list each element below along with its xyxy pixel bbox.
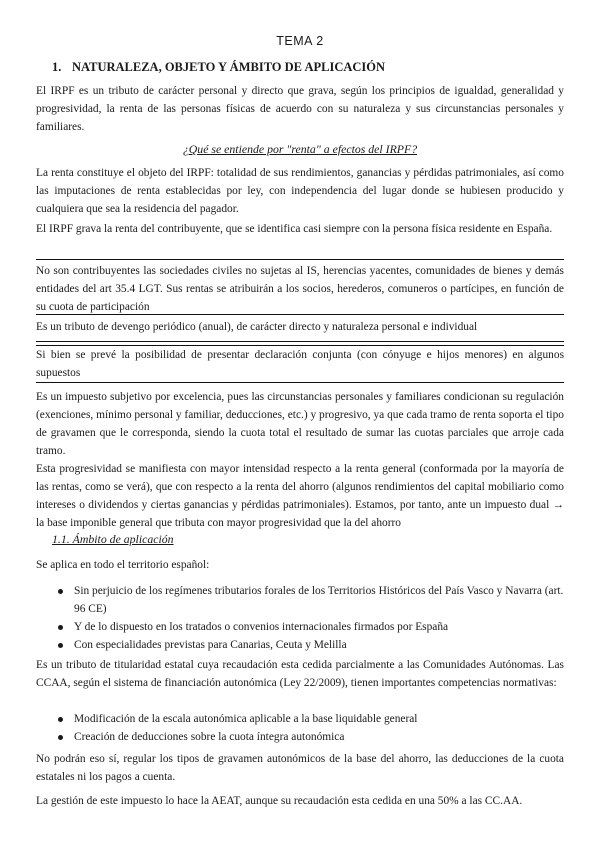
list-item [36, 710, 564, 728]
section-heading [52, 60, 385, 75]
divider [36, 382, 564, 383]
section-heading-text: NATURALEZA, OBJETO Y ÁMBITO DE APLICACIÓN [72, 60, 386, 74]
question-heading: ¿Qué se entiende por "renta" a efectos del IRPF? [182, 142, 418, 156]
divider [36, 259, 564, 260]
progresividad-paragraph: Esta progresividad se manifiesta con mayor intensidad respecto a la renta general (conformada por la mayoría de las rentas, como se verá), que con respecto a la renta del ahorro (algunos rendimientos del capital mobiliario como intereses o dividendos y ciertas ganancias y pérdidas patrimoniales). Estamos, por tanto, ante un impuesto dual → la base imponible general que tributa con mayor progresividad que la del ahorro [36, 463, 564, 529]
list-item-text: Y de lo dispuesto en los tratados o convenios internacionales firmados por España [74, 621, 449, 633]
renta-definition-paragraph: La renta constituye el objeto del IRPF: totalidad de sus rendimientos, ganancias y pérdidas patrimoniales, así como las imputaciones de renta establecidas por ley, con independencia del lugar donde se hubiesen producido y cualquiera que sea la residencia del pagador. [36, 167, 564, 215]
scope-intro: Se aplica en todo el territorio español: [36, 559, 210, 571]
list-item [36, 636, 564, 654]
bullet-icon [58, 735, 63, 740]
ccaa-list [36, 710, 564, 746]
bullet-icon [58, 625, 63, 630]
list-item-text: Con especialidades previstas para Canarias, Ceuta y Melilla [74, 639, 347, 651]
scope-list [36, 582, 564, 654]
boxed-devengo: Es un tributo de devengo periódico (anual), de carácter directo y naturaleza personal e individual [36, 321, 478, 333]
bullet-icon [58, 589, 63, 594]
section-number: 1. [52, 60, 62, 74]
subjetivo-paragraph: Es un impuesto subjetivo por excelencia, pues las circunstancias personales y familiares condicionan su regulación (exenciones, mínimo personal y familiar, deducciones, etc.) y progresivo, ya que cada tramo de renta soporta el tipo de gravamen que le corresponda, siendo la cuota total el resultado de sumar las cuotas parciales que arroje cada tramo. [36, 391, 564, 457]
list-item-text: Sin perjuicio de los regímenes tributarios forales de los Territorios Históricos del País Vasco y Navarra (art. 96 CE) [74, 585, 564, 615]
list-item [36, 618, 564, 636]
list-item [36, 728, 564, 746]
divider [36, 314, 564, 315]
intro-paragraph: El IRPF es un tributo de carácter personal y directo que grava, según los principios de igualdad, generalidad y progresividad, la renta de las personas físicas de acuerdo con su naturaleza y sus circunstancias personales y familiares. [36, 85, 564, 133]
divider [36, 341, 564, 342]
list-item-text: Creación de deducciones sobre la cuota íntegra autonómica [74, 731, 345, 743]
limits-paragraph: No podrán eso sí, regular los tipos de gravamen autonómicos de la base del ahorro, las deducciones de la cuota estatales ni los pagos a cuenta. [36, 753, 564, 783]
residente-paragraph: El IRPF grava la renta del contribuyente, que se identifica casi siempre con la persona física residente en España. [36, 223, 553, 235]
bullet-icon [58, 643, 63, 648]
list-item [36, 582, 564, 618]
ccaa-paragraph: Es un tributo de titularidad estatal cuya recaudación esta cedida parcialmente a las Comunidades Autónomas. Las CCAA, según el sistema de financiación autonómica (Ley 22/2009), tienen importantes competencias normativas: [36, 659, 564, 689]
subsection-heading: 1.1. Ámbito de aplicación [52, 532, 174, 546]
bullet-icon [58, 717, 63, 722]
boxed-declaracion-conjunta: Si bien se prevé la posibilidad de presentar declaración conjunta (con cónyuge e hijos menores) en algunos supuestos [36, 349, 564, 379]
document-title: TEMA 2 [276, 34, 324, 48]
management-paragraph: La gestión de este impuesto lo hace la AEAT, aunque su recaudación esta cedida en una 50% a las CC.AA. [36, 795, 523, 807]
boxed-contribuyentes: No son contribuyentes las sociedades civiles no sujetas al IS, herencias yacentes, comunidades de bienes y demás entidades del art 35.4 LGT. Sus rentas se atribuirán a los socios, herederos, comuneros o partícipes, en función de su cuota de participación [36, 265, 564, 313]
list-item-text: Modificación de la escala autonómica aplicable a la base liquidable general [74, 713, 418, 725]
